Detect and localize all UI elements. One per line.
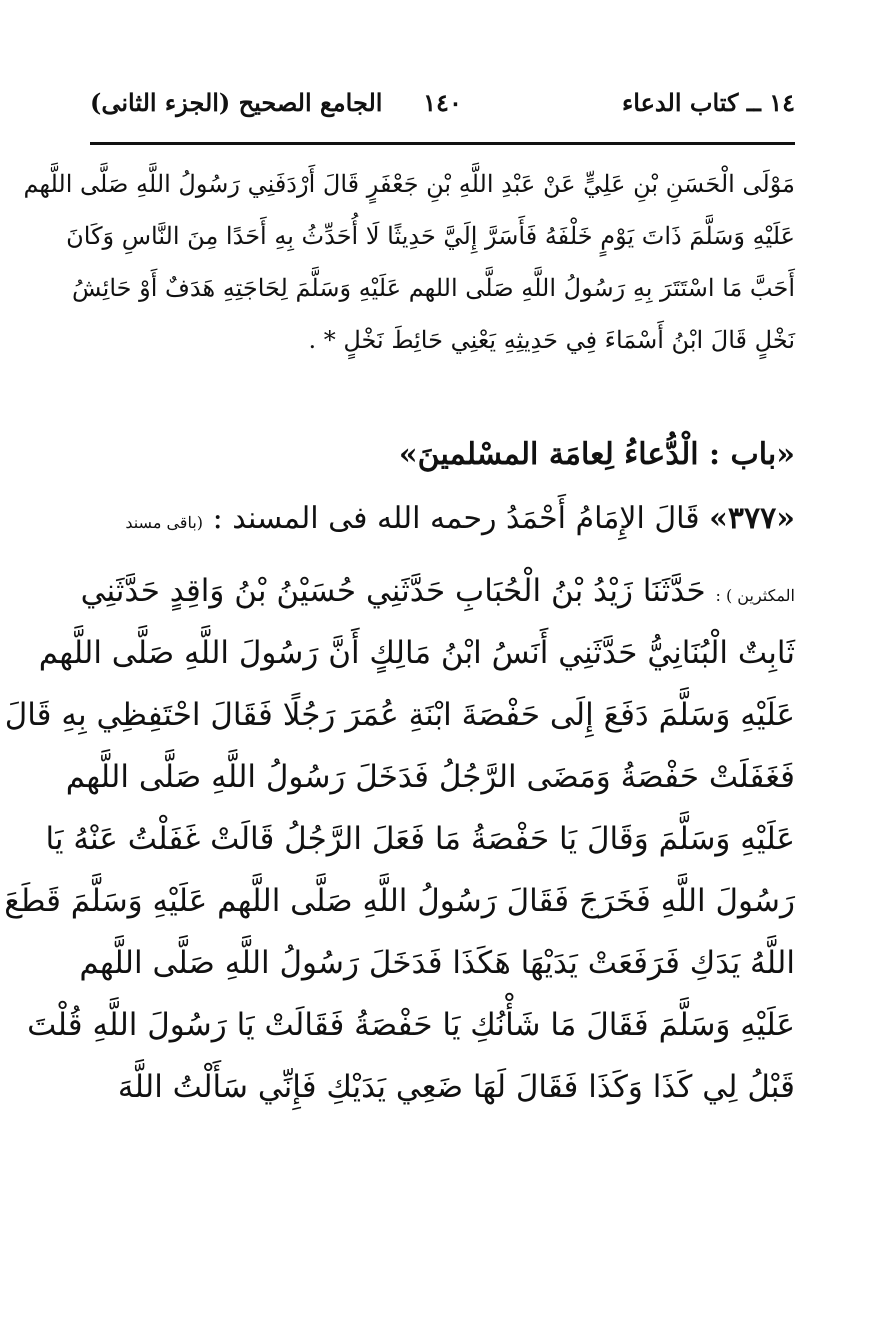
text-line: عَلَيْهِ وَسَلَّمَ فَقَالَ مَا شَأْنُكِ يَا حَفْصَةُ فَقَالَتْ يَا رَسُولَ اللَّهِ قُلْتَ bbox=[27, 1007, 795, 1043]
book-title: الجامع الصحيح (الجزء الثانى) bbox=[90, 88, 383, 117]
text-line: رَسُولَ اللَّهِ فَخَرَجَ فَقَالَ رَسُولُ اللَّهِ صَلَّى اللَّهم عَلَيْهِ وَسَلَّمَ قَطَعَ bbox=[4, 883, 795, 919]
text-line: ثَابِتٌ الْبُنَانِيُّ حَدَّثَنِي أَنَسُ ابْنُ مَالِكٍ أَنَّ رَسُولَ اللَّهِ صَلَّى اللَّهم bbox=[38, 635, 795, 671]
text-line: عَلَيْهِ وَسَلَّمَ ذَاتَ يَوْمٍ خَلْفَهُ فَأَسَرَّ إِلَيَّ حَدِيثًا لَا أُحَدِّثُ بِهِ أَحَدًا مِنَ النَّاسِ وَكَانَ bbox=[66, 222, 795, 250]
previous-hadith-text bbox=[23, 158, 795, 366]
hadith-number: «٣٧٧» bbox=[709, 501, 795, 536]
text-line bbox=[80, 560, 795, 622]
text-line: مَوْلَى الْحَسَنِ بْنِ عَلِيٍّ عَنْ عَبْدِ اللَّهِ بْنِ جَعْفَرٍ قَالَ أَرْدَفَنِي رَسُولُ اللَّهِ صَلَّى اللَّهم bbox=[23, 170, 795, 198]
text-line: فَغَفَلَتْ حَفْصَةُ وَمَضَى الرَّجُلُ فَدَخَلَ رَسُولُ اللَّهِ صَلَّى اللَّهم bbox=[65, 759, 795, 795]
text-line: اللَّهُ يَدَكِ فَرَفَعَتْ يَدَيْهَا هَكَذَا فَدَخَلَ رَسُولُ اللَّهِ صَلَّى اللَّهم bbox=[79, 945, 795, 981]
text-line: قَبْلُ لِي كَذَا وَكَذَا فَقَالَ لَهَا ضَعِي يَدَيْكِ فَإِنِّي سَأَلْتُ اللَّهَ bbox=[117, 1069, 795, 1105]
page-header bbox=[90, 80, 795, 128]
hadith-text bbox=[4, 560, 795, 1118]
text-line: أَحَبَّ مَا اسْتَتَرَ بِهِ رَسُولُ اللَّهِ صَلَّى اللهم عَلَيْهِ وَسَلَّمَ لِحَاجَتِهِ هَدَفٌ أَوْ حَائِشُ bbox=[72, 274, 795, 302]
source-reference: (باقى مسند bbox=[125, 513, 204, 532]
hadith-intro: قَالَ الإِمَامُ أَحْمَدُ رحمه الله فى المسند : bbox=[212, 501, 700, 536]
hadith-heading bbox=[90, 490, 795, 548]
text-line: عَلَيْهِ وَسَلَّمَ وَقَالَ يَا حَفْصَةُ مَا فَعَلَ الرَّجُلُ قَالَتْ غَفَلْتُ عَنْهُ يَا bbox=[45, 821, 795, 857]
section-title: ١٤ ــ كتاب الدعاء bbox=[622, 88, 795, 117]
page-number: ١٤٠ bbox=[423, 88, 462, 117]
text-segment: حَدَّثَنَا زَيْدُ بْنُ الْحُبَابِ حَدَّثَنِي حُسَيْنُ بْنُ وَاقِدٍ حَدَّثَنِي bbox=[80, 573, 706, 609]
text-line: عَلَيْهِ وَسَلَّمَ دَفَعَ إِلَى حَفْصَةَ ابْنَةِ عُمَرَ رَجُلًا فَقَالَ احْتَفِظِي بِهِ قَالَ bbox=[4, 697, 795, 733]
header-rule bbox=[90, 142, 795, 145]
source-reference-end: المكثرين ) : bbox=[715, 586, 795, 605]
text-line: نَخْلٍ قَالَ ابْنُ أَسْمَاءَ فِي حَدِيثِهِ يَعْنِي حَائِطَ نَخْلٍ * . bbox=[308, 326, 795, 354]
chapter-heading: «باب : الْدُّعاءُ لِعامَة المسْلمينَ» bbox=[398, 437, 795, 472]
